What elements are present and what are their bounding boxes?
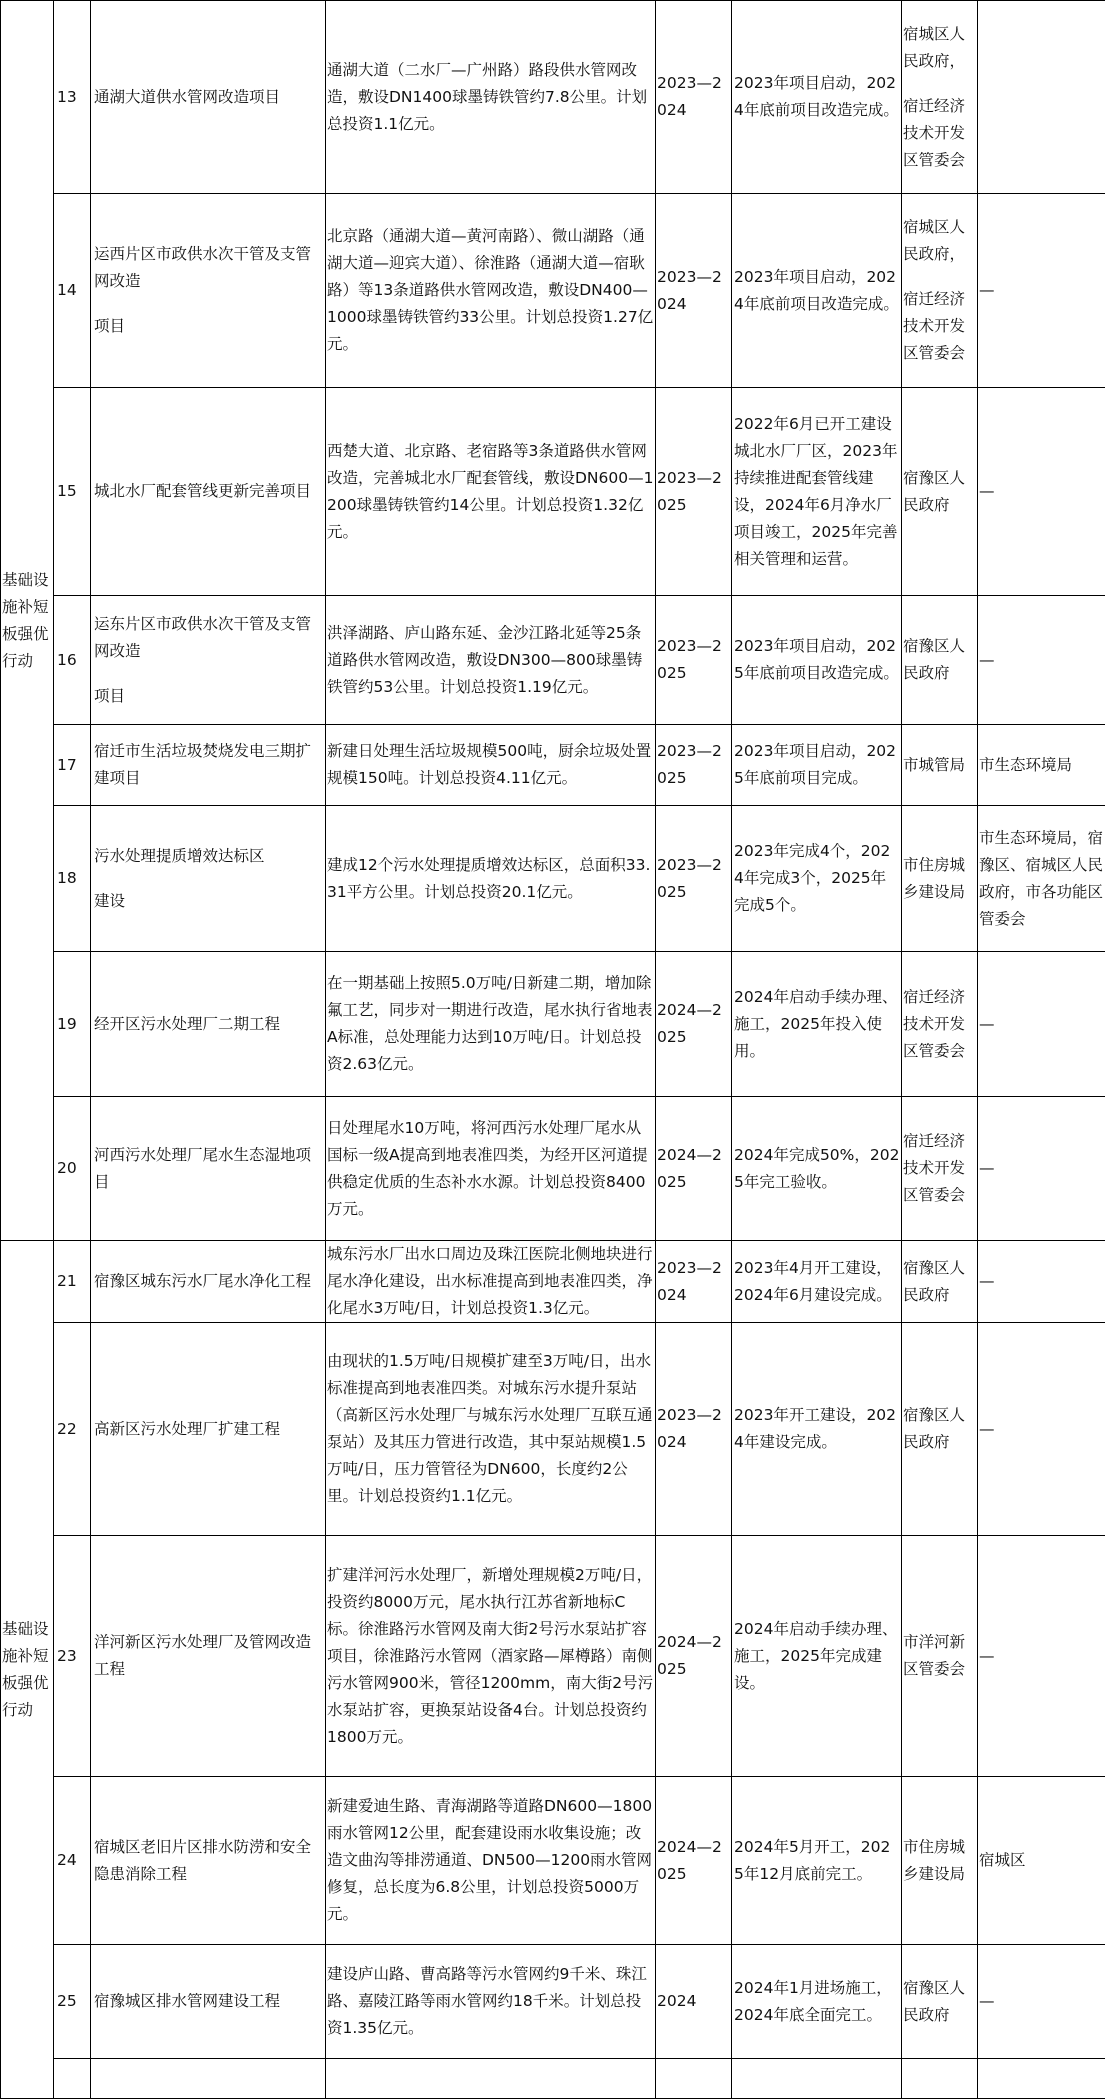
project-plan: 2024年完成50%，2025年完工验收。 — [732, 1097, 902, 1241]
project-plan: 2022年6月已开工建设城北水厂厂区，2023年持续推进配套管线建设，2024年6月净水厂项目竣工，2025年完善相关管理和运营。 — [732, 388, 902, 596]
project-content: 在一期基础上按照5.0万吨/日新建二期，增加除氟工艺，同步对一期进行改造，尾水执行省地表A标准，总处理能力达到10万吨/日。计划总投资2.63亿元。 — [326, 952, 656, 1097]
project-period: 2024—2025 — [656, 1536, 732, 1777]
table-row — [1, 1777, 1105, 1945]
cooperating-unit: — — [978, 1945, 1105, 2059]
project-plan: 2023年项目启动，2024年底前项目改造完成。 — [732, 194, 902, 388]
project-period: 2023—2024 — [656, 1241, 732, 1323]
project-name — [91, 1323, 326, 1536]
project-content: 扩建洋河污水处理厂，新增处理规模2万吨/日，投资约8000万元，尾水执行江苏省新地标C标。徐淮路污水管网及南大街2号污水泵站扩容项目，徐淮路污水管网（酒家路—犀樽路）南侧污水管网900米，管径1200mm，南大街2号污水泵站扩容，更换泵站设备4台。计划总投资约1800万元。 — [326, 1536, 656, 1777]
project-name-line: 通湖大道供水管网改造项目 — [94, 88, 280, 106]
project-plan: 2023年项目启动，2025年底前项目改造完成。 — [732, 596, 902, 725]
lead-unit-line: 宿城区人民政府， — [903, 25, 965, 70]
lead-unit — [902, 1536, 978, 1777]
project-content: 由现状的1.5万吨/日规模扩建至3万吨/日，出水标准提高到地表准四类。对城东污水提升泵站（高新区污水处理厂与城东污水处理厂互联互通泵站）及其压力管进行改造，其中泵站规模1.5万吨/日，压力管管径为DN600，长度约2公里。计划总投资约1.1亿元。 — [326, 1323, 656, 1536]
project-content: 新建日处理生活垃圾规模500吨，厨余垃圾处置规模150吨。计划总投资4.11亿元。 — [326, 725, 656, 806]
row-number: 16 — [54, 596, 91, 725]
lead-unit — [902, 1323, 978, 1536]
cooperating-unit: 市生态环境局，宿豫区、宿城区人民政府，市各功能区管委会 — [978, 806, 1105, 952]
project-name-line: 宿豫区城东污水厂尾水净化工程 — [94, 1272, 311, 1290]
cooperating-unit: — — [978, 1097, 1105, 1241]
project-period: 2023—2025 — [656, 596, 732, 725]
cooperating-unit: — — [978, 596, 1105, 725]
project-content: 建成12个污水处理提质增效达标区，总面积33.31平方公里。计划总投资20.1亿元。 — [326, 806, 656, 952]
table-row — [1, 806, 1105, 952]
project-content: 日处理尾水10万吨，将河西污水处理厂尾水从国标一级A提高到地表准四类，为经开区河道提供稳定优质的生态补水水源。计划总投资8400万元。 — [326, 1097, 656, 1241]
table-row — [1, 952, 1105, 1097]
project-period: 2024—2025 — [656, 1097, 732, 1241]
lead-unit — [902, 1097, 978, 1241]
table-row — [1, 388, 1105, 596]
lead-unit-line: 宿豫区人民政府 — [903, 1979, 965, 2024]
lead-unit-line: 宿迁经济技术开发区管委会 — [903, 1132, 965, 1204]
project-period: 2024—2025 — [656, 952, 732, 1097]
project-plan: 2024年5月开工，2025年12月底前完工。 — [732, 1777, 902, 1945]
project-plan: 2024年启动手续办理、施工，2025年完成建设。 — [732, 1536, 902, 1777]
lead-unit-line: 宿迁经济技术开发区管委会 — [903, 290, 965, 362]
lead-unit-line: 宿迁经济技术开发区管委会 — [903, 97, 965, 169]
project-period: 2023—2025 — [656, 725, 732, 806]
table-row — [1, 1097, 1105, 1241]
project-name — [91, 725, 326, 806]
project-name — [91, 1, 326, 194]
project-name — [91, 1536, 326, 1777]
project-period: 2023—2024 — [656, 194, 732, 388]
project-name — [91, 1097, 326, 1241]
project-plan: 2024年1月进场施工，2024年底全面完工。 — [732, 1945, 902, 2059]
cooperating-unit: — — [978, 194, 1105, 388]
row-number: 19 — [54, 952, 91, 1097]
project-name-line: 建设 — [94, 892, 125, 910]
lead-unit — [902, 1, 978, 194]
lead-unit — [902, 952, 978, 1097]
project-name — [91, 1241, 326, 1323]
category-cell — [54, 2059, 91, 2099]
table-row — [1, 596, 1105, 725]
project-content: 洪泽湖路、庐山路东延、金沙江路北延等25条道路供水管网改造，敷设DN300—800球墨铸铁管约53公里。计划总投资1.19亿元。 — [326, 596, 656, 725]
table-row — [1, 1, 1105, 194]
lead-unit — [978, 2059, 1105, 2099]
row-number: 20 — [54, 1097, 91, 1241]
table-row — [1, 194, 1105, 388]
lead-unit — [902, 388, 978, 596]
project-content: 城东污水厂出水口周边及珠江医院北侧地块进行尾水净化建设，出水标准提高到地表准四类，净化尾水3万吨/日，计划总投资1.3亿元。 — [326, 1241, 656, 1323]
lead-unit — [902, 725, 978, 806]
project-period: 2024 — [656, 1945, 732, 2059]
table-row — [1, 1536, 1105, 1777]
cooperating-unit: — — [978, 388, 1105, 596]
row-number: 17 — [54, 725, 91, 806]
lead-unit-line: 市洋河新区管委会 — [903, 1633, 965, 1678]
project-content: 新建爱迪生路、青海湖路等道路DN600—1800雨水管网12公里，配套建设雨水收集设施；改造文曲沟等排涝通道、DN500—1200雨水管网修复，总长度为6.8公里，计划总投资5000万元。 — [326, 1777, 656, 1945]
cooperating-unit: — — [978, 952, 1105, 1097]
project-name-line: 洋河新区污水处理厂及管网改造工程 — [94, 1633, 311, 1678]
project-name-line: 城北水厂配套管线更新完善项目 — [94, 482, 311, 500]
table-row — [1, 725, 1105, 806]
cooperating-unit: 市生态环境局 — [978, 725, 1105, 806]
project-name — [91, 388, 326, 596]
project-plan: 2023年4月开工建设，2024年6月建设完成。 — [732, 1241, 902, 1323]
project-plan: 2024年启动手续办理、施工，2025年投入使用。 — [732, 952, 902, 1097]
cooperating-unit: 宿城区 — [978, 1777, 1105, 1945]
cooperating-unit: — — [978, 1241, 1105, 1323]
project-name — [91, 1777, 326, 1945]
project-name-line: 河西污水处理厂尾水生态湿地项目 — [94, 1146, 311, 1191]
lead-unit-line: 宿豫区人民政府 — [903, 469, 965, 514]
project-name-line: 运西片区市政供水次干管及支管网改造 — [94, 245, 311, 290]
project-content: 通湖大道（二水厂—广州路）路段供水管网改造，敷设DN1400球墨铸铁管约7.8公里。计划总投资1.1亿元。 — [326, 1, 656, 194]
project-content: 西楚大道、北京路、老宿路等3条道路供水管网改造，完善城北水厂配套管线，敷设DN600—1200球墨铸铁管约14公里。计划总投资1.32亿元。 — [326, 388, 656, 596]
project-name-line: 宿豫城区排水管网建设工程 — [94, 1992, 280, 2010]
row-number: 13 — [54, 1, 91, 194]
project-name-line: 经开区污水处理厂二期工程 — [94, 1015, 280, 1033]
lead-unit-line: 宿豫区人民政府 — [903, 1406, 965, 1451]
lead-unit-line: 宿城区人民政府， — [903, 218, 965, 263]
cooperating-unit: — — [978, 1536, 1105, 1777]
lead-unit — [902, 806, 978, 952]
table-row — [1, 2059, 1105, 2099]
project-period: 2024—2025 — [656, 1777, 732, 1945]
category-cell: 基础设施补短板强优行动 — [1, 1, 54, 1241]
project-content — [656, 2059, 732, 2099]
project-plan: 2023年项目启动，2025年底前项目完成。 — [732, 725, 902, 806]
row-number: 25 — [54, 1945, 91, 2059]
lead-unit-line: 市住房城乡建设局 — [903, 1838, 965, 1883]
category-cell: 基础设施补短板强优行动 — [1, 1241, 54, 2099]
row-number: 23 — [54, 1536, 91, 1777]
project-content: 北京路（通湖大道—黄河南路）、微山湖路（通湖大道—迎宾大道）、徐淮路（通湖大道—宿耿路）等13条道路供水管网改造，敷设DN400—1000球墨铸铁管约33公里。计划总投资1.27亿元。 — [326, 194, 656, 388]
lead-unit — [902, 1777, 978, 1945]
row-number: 22 — [54, 1323, 91, 1536]
project-period: 2023—2025 — [656, 388, 732, 596]
project-name — [91, 1945, 326, 2059]
table-row — [1, 1945, 1105, 2059]
project-period: 2023—2024 — [656, 1, 732, 194]
project-name — [91, 194, 326, 388]
project-name-line: 运东片区市政供水次干管及支管网改造 — [94, 615, 311, 660]
lead-unit-line: 宿豫区人民政府 — [903, 1259, 965, 1304]
project-period: 2023—2025 — [656, 806, 732, 952]
lead-unit — [902, 1241, 978, 1323]
table-row — [1, 1323, 1105, 1536]
lead-unit — [902, 194, 978, 388]
project-name — [91, 596, 326, 725]
project-name-line: 项目 — [94, 687, 125, 705]
project-name — [91, 952, 326, 1097]
row-number: 14 — [54, 194, 91, 388]
project-name-line: 高新区污水处理厂扩建工程 — [94, 1420, 280, 1438]
project-plan: 2023年完成4个，2024年完成3个，2025年完成5个。 — [732, 806, 902, 952]
project-name-line: 宿城区老旧片区排水防涝和安全隐患消除工程 — [94, 1838, 311, 1883]
lead-unit-line: 市城管局 — [903, 756, 965, 774]
project-name — [91, 806, 326, 952]
lead-unit — [902, 596, 978, 725]
project-content: 建设庐山路、曹高路等污水管网约9千米、珠江路、嘉陵江路等雨水管网约18千米。计划总投资1.35亿元。 — [326, 1945, 656, 2059]
lead-unit-line: 市住房城乡建设局 — [903, 856, 965, 901]
project-plan — [902, 2059, 978, 2099]
row-number — [91, 2059, 326, 2099]
table-row — [1, 1241, 1105, 1323]
project-plan: 2023年项目启动，2024年底前项目改造完成。 — [732, 1, 902, 194]
project-period: 2023—2024 — [656, 1323, 732, 1536]
row-number: 18 — [54, 806, 91, 952]
project-name-line: 项目 — [94, 317, 125, 335]
cooperating-unit: — — [978, 1323, 1105, 1536]
row-number: 15 — [54, 388, 91, 596]
project-name-line: 宿迁市生活垃圾焚烧发电三期扩建项目 — [94, 742, 311, 787]
row-number: 24 — [54, 1777, 91, 1945]
cooperating-unit — [978, 1, 1105, 194]
row-number: 21 — [54, 1241, 91, 1323]
project-period — [732, 2059, 902, 2099]
project-plan: 2023年开工建设，2024年建设完成。 — [732, 1323, 902, 1536]
project-name-line: 污水处理提质增效达标区 — [94, 847, 265, 865]
lead-unit-line: 宿迁经济技术开发区管委会 — [903, 988, 965, 1060]
lead-unit-line: 宿豫区人民政府 — [903, 637, 965, 682]
lead-unit — [902, 1945, 978, 2059]
project-name — [326, 2059, 656, 2099]
